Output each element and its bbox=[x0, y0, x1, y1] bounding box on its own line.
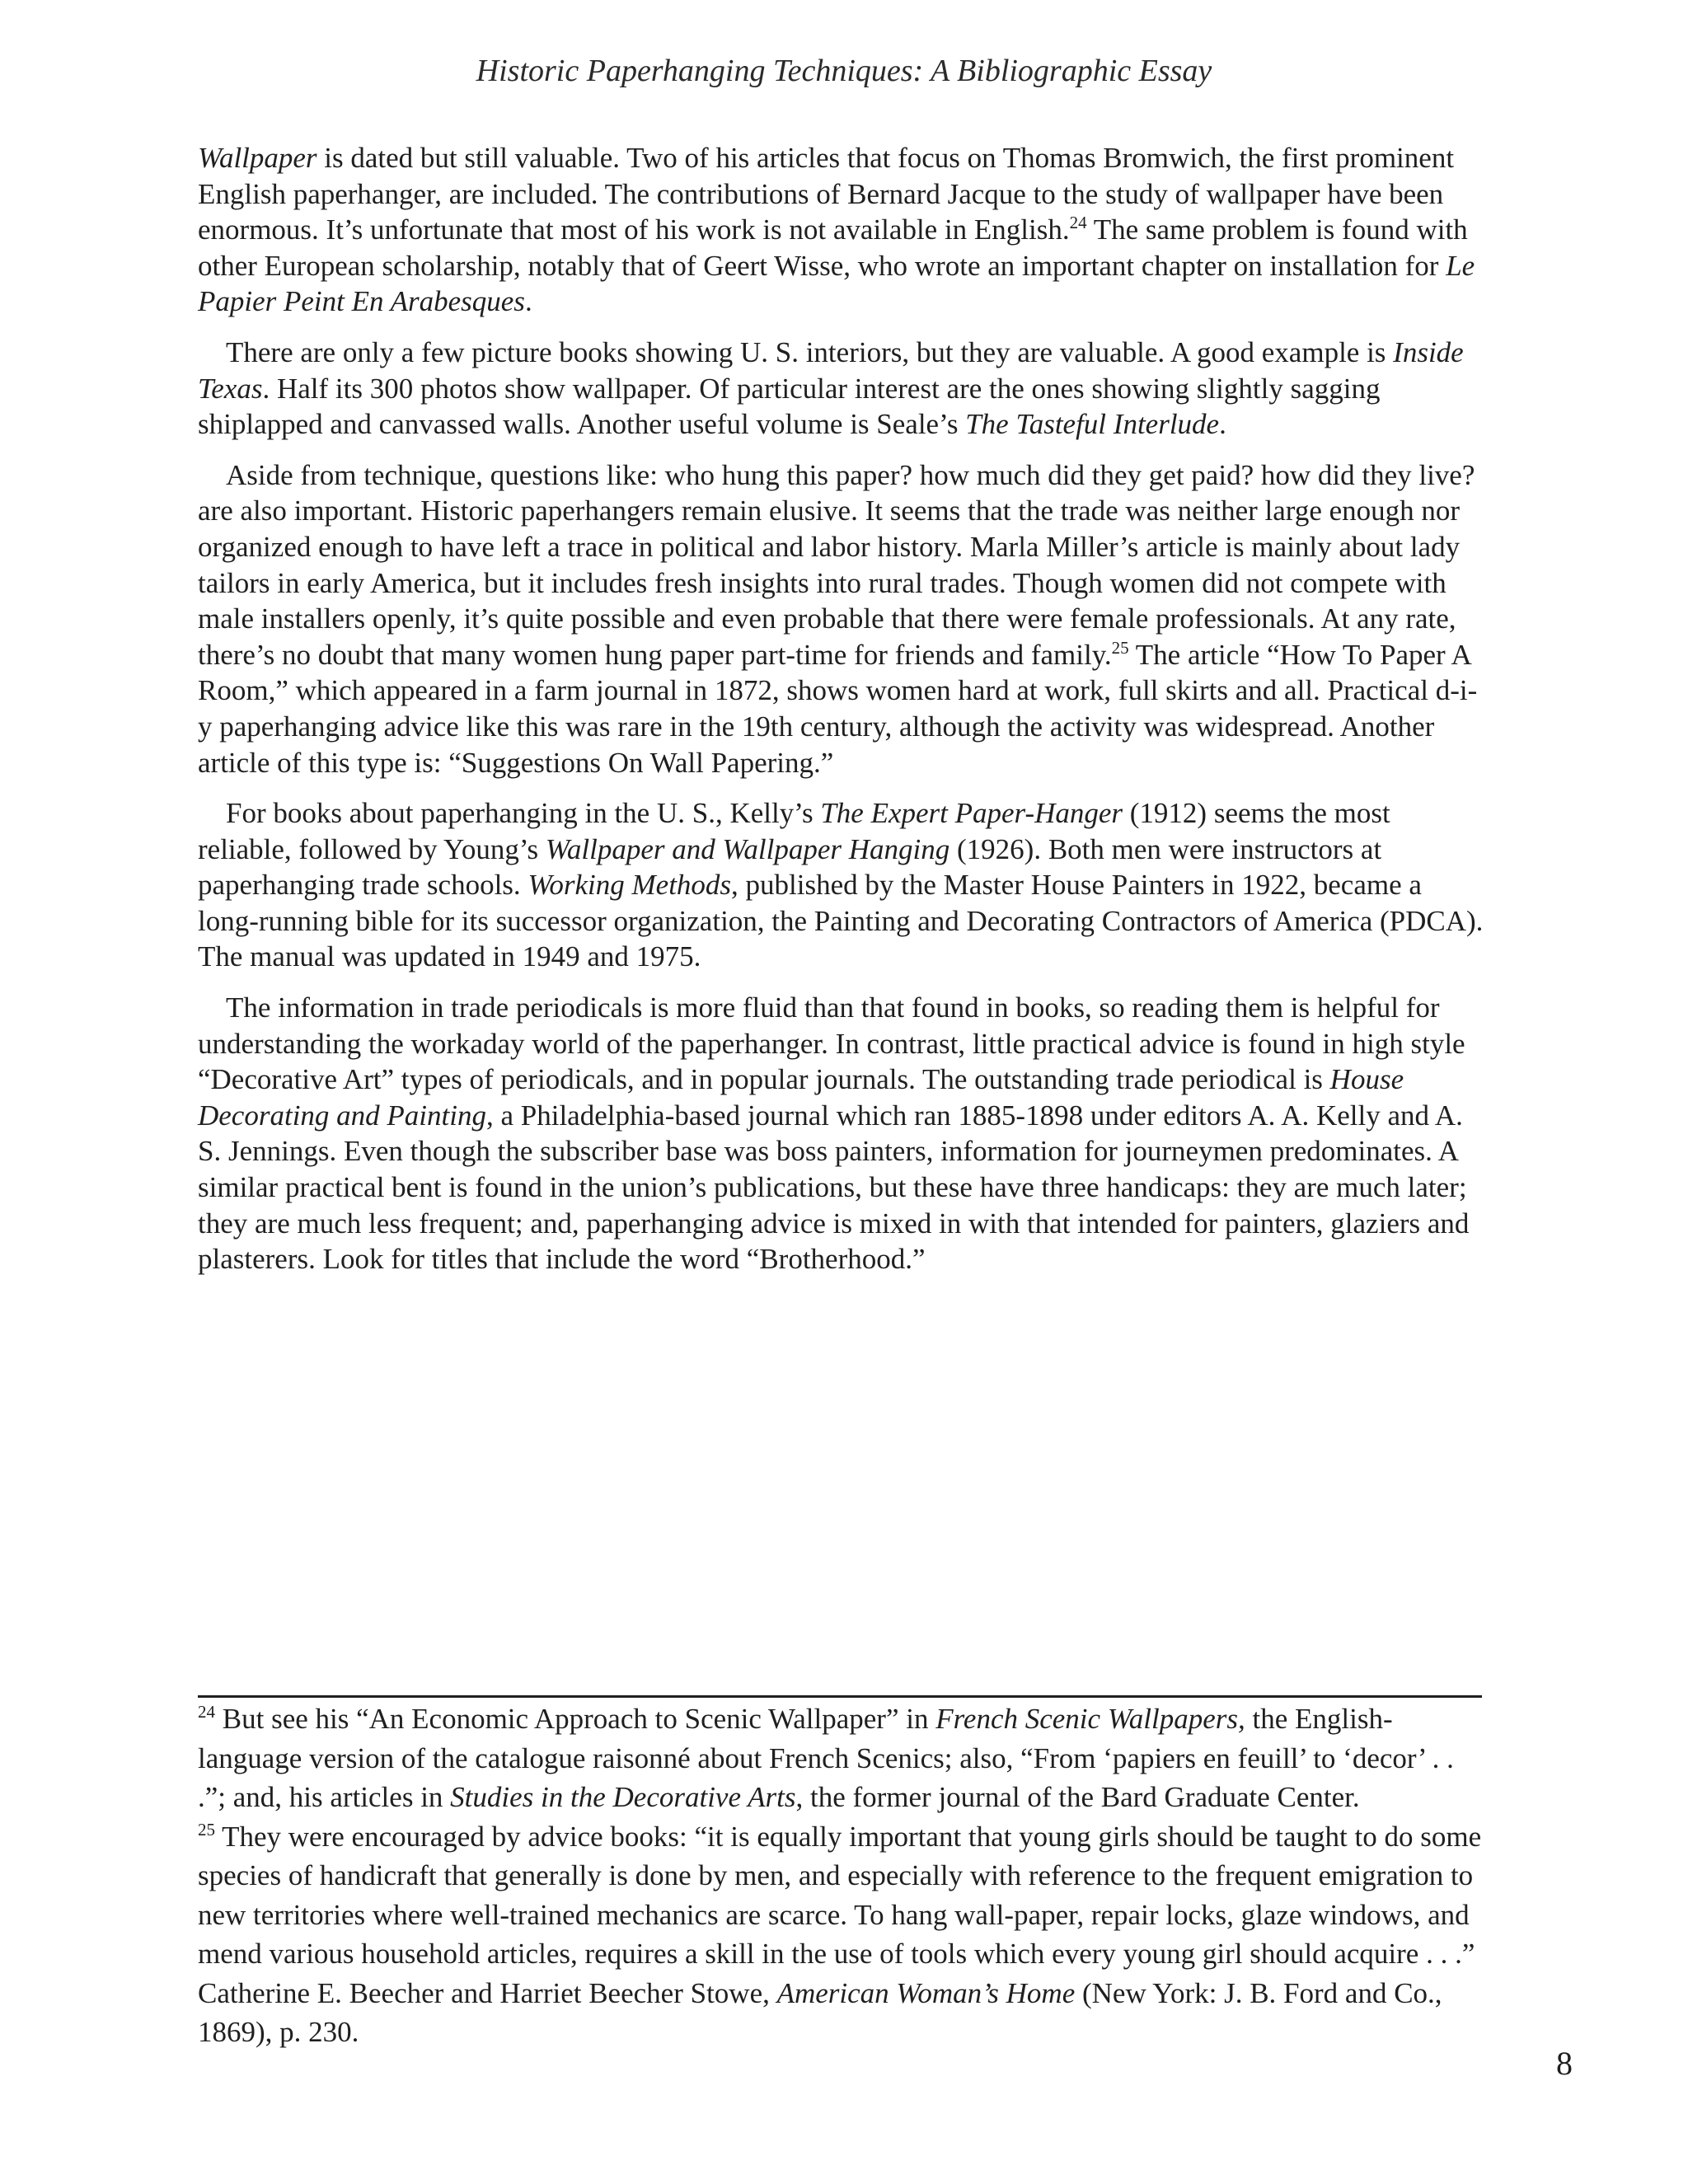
text-run: They were encouraged by advice books: “it is equally important that young girls should be taught to do some species of handicraft that generally is done by men, and especially with reference to the frequent emigration to new territories where well-trained mechanics are scarce. To hang wall-paper, repair locks, glaze windows, and mend various household articles, requires a skill in the use of tools which every young girl should acquire . . .” Catherine E. Beecher and Harriet Beecher Stowe, bbox=[198, 1820, 1482, 2009]
italic-title: American Woman’s Home bbox=[776, 1976, 1076, 2009]
italic-title: Wallpaper and Wallpaper Hanging bbox=[545, 832, 950, 865]
footnotes bbox=[198, 1699, 1484, 2052]
footnote-24 bbox=[198, 1699, 1484, 1817]
paragraph-4 bbox=[198, 795, 1484, 975]
text-run: , the former journal of the Bard Graduate Center. bbox=[795, 1781, 1360, 1813]
paragraph-2 bbox=[198, 335, 1484, 443]
italic-title: Working Methods bbox=[528, 869, 732, 902]
paragraph-5 bbox=[198, 990, 1484, 1277]
text-run: (New York: J. B. Ford and Co., 1869), p. 230. bbox=[198, 1976, 1442, 2048]
footnote-25 bbox=[198, 1817, 1484, 2052]
text-run: There are only a few picture books showing U. S. interiors, but they are valuable. A good example is bbox=[226, 335, 1394, 368]
text-run: , published by the Master House Painters in 1922, became a long-running bible for its successor organization, the Painting and Decorating Contractors of America (PDCA). The manual was updated in 1949 and 1975. bbox=[198, 869, 1484, 973]
text-run: (1926). Both men were instructors at paperhanging trade schools. bbox=[198, 832, 1382, 902]
text-run: Aside from technique, questions like: who hung this paper? how much did they get paid? how did they live? are also important. Historic paperhangers remain elusive. It seems that the trade was neither large enough nor organized enough to have left a trace in political and labor history. Marla Miller’s article is mainly about lady tailors in early America, but it includes fresh insights into rural trades. Though women did not compete with male installers openly, it’s quite possible and even probable that there were female professionals. At any rate, there’s no doubt that many women hung paper part-time for friends and family. bbox=[198, 458, 1475, 671]
italic-title: Wallpaper bbox=[198, 142, 317, 174]
text-run: . bbox=[524, 285, 532, 318]
text-run: But see his “An Economic Approach to Scenic Wallpaper” in bbox=[215, 1703, 936, 1735]
italic-title: The Tasteful Interlude bbox=[965, 408, 1220, 441]
italic-title: Le Papier Peint En Arabesques bbox=[198, 249, 1475, 318]
running-head: Historic Paperhanging Techniques: A Bibliographic Essay bbox=[476, 54, 1212, 88]
italic-title: House Decorating and Painting bbox=[198, 1063, 1404, 1132]
paragraph-1 bbox=[198, 140, 1484, 320]
text-run: For books about paperhanging in the U. S., Kelly’s bbox=[226, 797, 821, 830]
body-text bbox=[198, 140, 1484, 1292]
italic-title: The Expert Paper-Hanger bbox=[820, 797, 1123, 830]
text-run: . Half its 300 photos show wallpaper. Of particular interest are the ones showing slightly sagging shiplapped and canvassed walls. Another useful volume is Seale’s bbox=[198, 372, 1381, 441]
footnote-divider bbox=[198, 1695, 1482, 1698]
text-run: is dated but still valuable. Two of his articles that focus on Thomas Bromwich, the first prominent English paperhanger, are included. The contributions of Bernard Jacque to the study of wallpaper have been enormous. It’s unfortunate that most of his work is not available in English. bbox=[198, 142, 1455, 246]
italic-title: French Scenic Wallpapers, bbox=[935, 1703, 1245, 1735]
italic-title: Studies in the Decorative Arts bbox=[450, 1781, 796, 1813]
italic-title: Inside Texas bbox=[198, 335, 1464, 405]
footnote-ref: 24 bbox=[1069, 213, 1087, 233]
text-run: , a Philadelphia-based journal which ran 1885-1898 under editors A. A. Kelly and A. S. Jennings. Even though the subscriber base was boss painters, information for journeymen predominates. A similar practical bent is found in the union’s publications, but these have three handicaps: they are much later; they are much less frequent; and, paperhanging advice is mixed in with that intended for painters, glaziers and plasterers. Look for titles that include the word “Brotherhood.” bbox=[198, 1099, 1470, 1276]
text-run: (1912) seems the most reliable, followed by Young’s bbox=[198, 797, 1390, 865]
text-run: . bbox=[1219, 408, 1226, 441]
paragraph-3 bbox=[198, 457, 1484, 780]
footnote-ref: 25 bbox=[1111, 637, 1129, 658]
footnote-ref: 24 bbox=[198, 1702, 215, 1722]
page-number: 8 bbox=[1556, 2045, 1573, 2082]
text-run: The article “How To Paper A Room,” which appeared in a farm journal in 1872, shows women hard at work, full skirts and all. Practical d-i-y paperhanging advice like this was rare in the 19th century, although the activity was widespread. Another article of this type is: “Suggestions On Wall Papering.” bbox=[198, 638, 1478, 779]
text-run: the English-language version of the catalogue raisonné about French Scenics; also, “From ‘papiers en feuill’ to ‘decor’ . . .”; and, his articles in bbox=[198, 1703, 1454, 1813]
text-run: The information in trade periodicals is more fluid than that found in books, so reading them is helpful for understanding the workaday world of the paperhanger. In contrast, little practical advice is found in high style “Decorative Art” types of periodicals, and in popular journals. The outstanding trade periodical is bbox=[198, 991, 1465, 1096]
footnote-ref: 25 bbox=[198, 1819, 215, 1840]
text-run: The same problem is found with other European scholarship, notably that of Geert Wisse, who wrote an important chapter on installation for bbox=[198, 213, 1468, 282]
